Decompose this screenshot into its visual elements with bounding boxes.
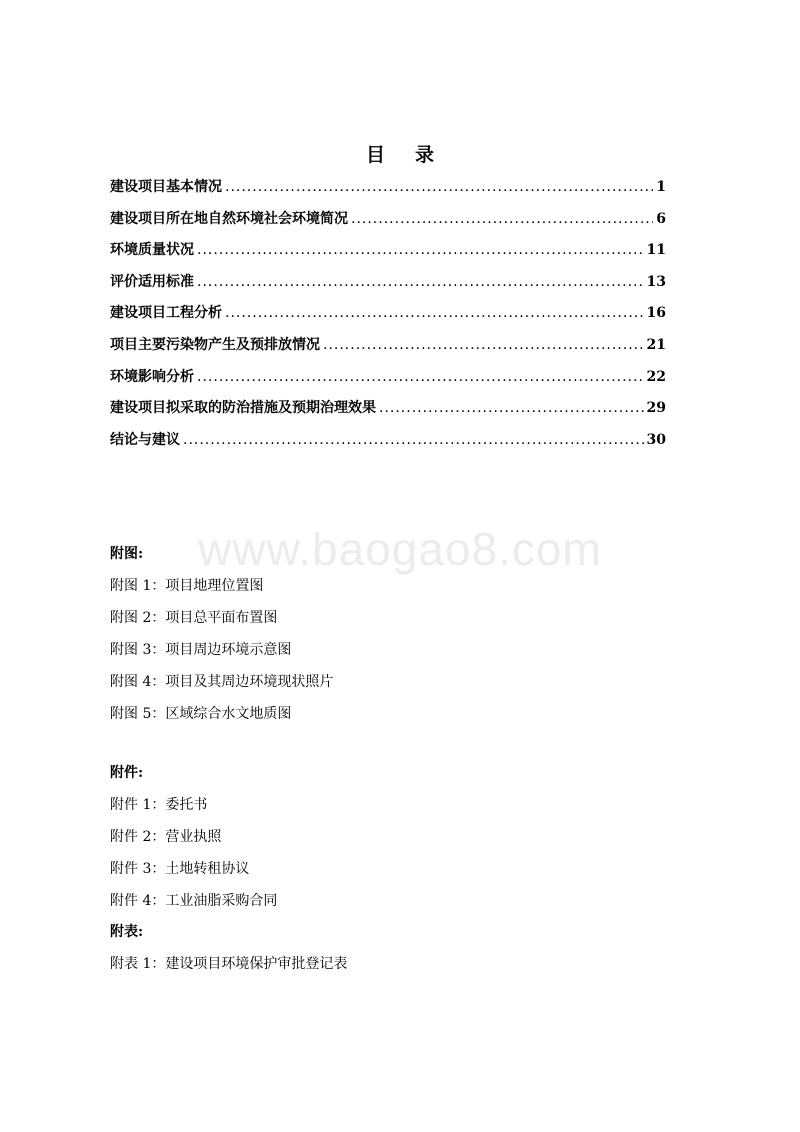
toc-entry-page: 21 [646,336,666,353]
toc-entry[interactable] [110,271,666,303]
toc-title-char-1: 目 [365,144,385,166]
attachment-item: 附件 4：工业油脂采购合同 [110,893,278,909]
toc-leader-dots [197,369,644,385]
watermark: www.baogao8.com [198,523,602,575]
toc-leader-dots [323,337,644,353]
toc-entry-page: 30 [646,431,666,448]
toc-leader-dots [225,305,644,321]
toc-entry-label: 环境质量状况 [110,242,194,259]
toc-leader-dots [183,432,644,448]
toc-entry-page: 22 [646,368,666,385]
toc-entry-page: 11 [646,242,666,259]
toc-leader-dots [225,179,653,195]
toc-entry[interactable] [110,239,666,271]
toc-entry[interactable] [110,334,666,366]
tables-section [110,916,347,980]
toc-entry-label: 环境影响分析 [110,368,194,385]
attachments-heading: 附件: [110,765,144,781]
toc-entry-page: 6 [656,210,666,227]
toc-entry[interactable] [110,208,666,240]
attachment-item: 附件 1：委托书 [110,797,208,813]
toc-entry-label: 建设项目所在地自然环境社会环境简况 [110,210,348,227]
toc-leader-dots [197,274,644,290]
toc-entry-label: 建设项目工程分析 [110,305,222,322]
toc-entry-page: 13 [646,273,666,290]
figure-item: 附图 1：项目地理位置图 [110,578,264,594]
toc-entry-label: 评价适用标准 [110,273,194,290]
toc-leader-dots [379,400,644,416]
toc-entry[interactable] [110,176,666,208]
toc-title-char-2: 录 [415,144,435,166]
toc-entry[interactable] [110,302,666,334]
toc-entry-label: 项目主要污染物产生及预排放情况 [110,336,320,353]
figure-item: 附图 4：项目及其周边环境现状照片 [110,674,334,690]
table-item: 附表 1：建设项目环境保护审批登记表 [110,956,348,972]
attachment-item: 附件 3：土地转租协议 [110,861,250,877]
attachment-item: 附件 2：营业执照 [110,829,222,845]
toc-entry-label: 建设项目基本情况 [110,179,222,195]
toc-entry-page: 1 [656,179,666,195]
figures-section [110,538,333,730]
table-of-contents [110,176,666,460]
toc-entry-page: 16 [646,305,666,322]
tables-heading: 附表: [110,924,144,940]
toc-entry[interactable] [110,366,666,398]
toc-entry-label: 结论与建议 [110,431,180,448]
figures-heading: 附图: [110,546,144,562]
toc-title [0,140,800,167]
toc-entry[interactable] [110,397,666,429]
toc-leader-dots [197,242,644,258]
attachments-section [110,757,277,917]
toc-entry-label: 建设项目拟采取的防治措施及预期治理效果 [110,400,376,417]
toc-entry[interactable] [110,429,666,461]
toc-leader-dots [351,211,653,227]
toc-entry-page: 29 [646,400,666,417]
figure-item: 附图 5：区域综合水文地质图 [110,706,292,722]
figure-item: 附图 3：项目周边环境示意图 [110,642,292,658]
figure-item: 附图 2：项目总平面布置图 [110,610,278,626]
